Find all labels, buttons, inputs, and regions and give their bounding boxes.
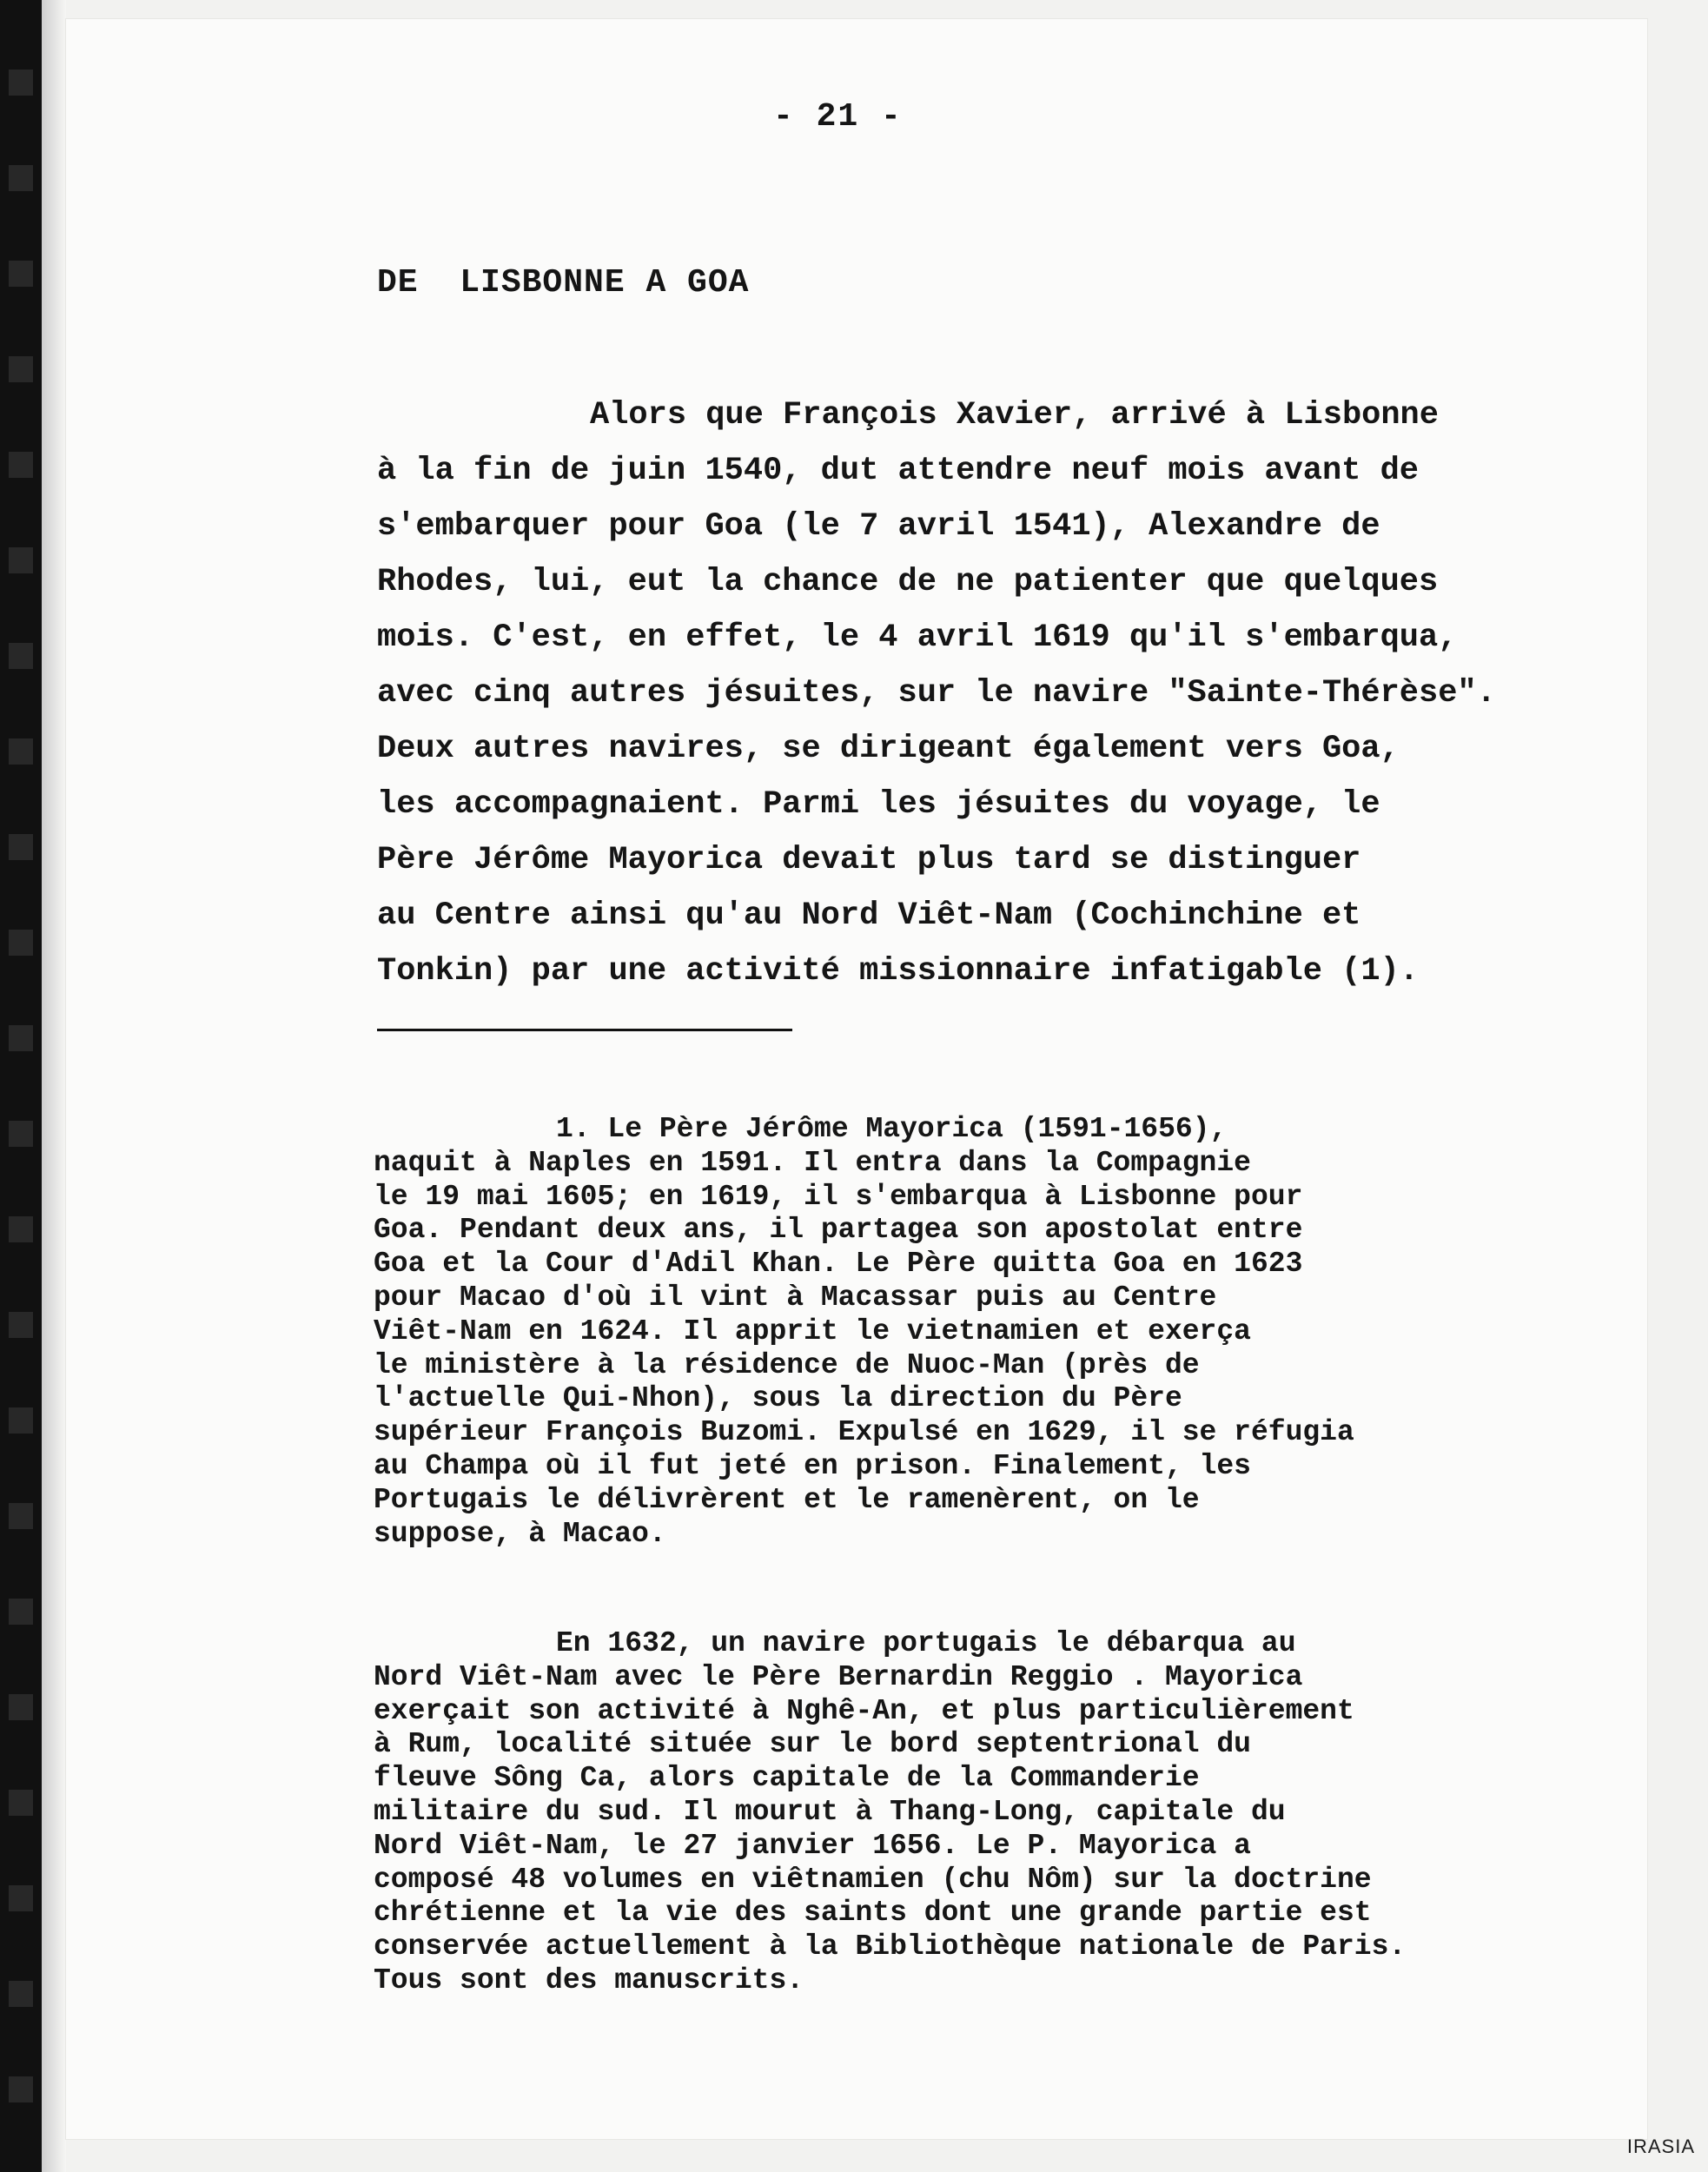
main-line: Père Jérôme Mayorica devait plus tard se distinguer [377,842,1361,878]
footnote-line: Portugais le délivrèrent et le ramenèrent, on le [374,1483,1200,1516]
main-line: Deux autres navires, se dirigeant également vers Goa, [377,731,1400,767]
footnote-line: le ministère à la résidence de Nuoc-Man (près de [374,1348,1200,1381]
page-number: - 21 - [773,98,903,136]
footnote-line: pour Macao d'où il vint à Macassar puis au Centre [374,1281,1217,1314]
footnote-divider [377,1029,792,1031]
footnote-line: exerçait son activité à Nghê-An, et plus particulièrement [374,1694,1354,1727]
page-edge-shadow [42,0,66,2172]
binding-strip [0,0,42,2172]
footnote-line: l'actuelle Qui-Nhon), sous la direction du Père [374,1382,1182,1415]
footnote-line: supérieur François Buzomi. Expulsé en 1629, il se réfugia [374,1416,1354,1449]
footnote-1 [374,1115,1354,1553]
binding-holes [9,0,33,2172]
footnote-line: le 19 mai 1605; en 1619, il s'embarqua à Lisbonne pour [374,1180,1303,1213]
main-paragraph [377,397,1496,1011]
footnote-line: Viêt-Nam en 1624. Il apprit le vietnamien et exerça [374,1314,1251,1348]
section-title: DE LISBONNE A GOA [377,264,750,301]
footnote-line: au Champa où il fut jeté en prison. Finalement, les [374,1449,1251,1482]
main-line: les accompagnaient. Parmi les jésuites du voyage, le [377,786,1380,823]
footnote-line: suppose, à Macao. [374,1517,666,1550]
main-line: s'embarquer pour Goa (le 7 avril 1541), Alexandre de [377,508,1380,545]
footnote-line: Nord Viêt-Nam, le 27 janvier 1656. Le P. Mayorica a [374,1829,1251,1862]
footnote-line: naquit à Naples en 1591. Il entra dans la Compagnie [374,1146,1251,1179]
main-line: avec cinq autres jésuites, sur le navire "Sainte-Thérèse". [377,675,1496,712]
footnote-line: 1. Le Père Jérôme Mayorica (1591-1656), [556,1113,1228,1145]
footnote-line: chrétienne et la vie des saints dont une grande partie est [374,1897,1372,1930]
footnote-line: Goa et la Cour d'Adil Khan. Le Père quitta Goa en 1623 [374,1248,1303,1281]
main-line: à la fin de juin 1540, dut attendre neuf mois avant de [377,453,1419,489]
footnote-line: à Rum, localité située sur le bord septentrional du [374,1728,1251,1761]
footnote-line: Goa. Pendant deux ans, il partagea son apostolat entre [374,1214,1303,1247]
footnote-line: composé 48 volumes en viêtnamien (chu Nôm) sur la doctrine [374,1863,1372,1896]
main-line: mois. C'est, en effet, le 4 avril 1619 qu'il s'embarqua, [377,619,1458,656]
main-line: Tonkin) par une activité missionnaire infatigable (1). [377,953,1419,990]
footnote-line: Tous sont des manuscrits. [374,1963,804,1997]
footnote-line: Nord Viêt-Nam avec le Père Bernardin Reggio . Mayorica [374,1660,1303,1693]
footnote-line: fleuve Sông Ca, alors capitale de la Commanderie [374,1762,1200,1795]
footnote-line: En 1632, un navire portugais le débarqua au [556,1627,1296,1659]
watermark: IRASIA [1626,2136,1695,2157]
main-line: Alors que François Xavier, arrivé à Lisbonne [590,397,1439,434]
footnote-2 [374,1629,1406,2000]
main-line: Rhodes, lui, eut la chance de ne patienter que quelques [377,564,1439,600]
footnote-line: conservée actuellement à la Bibliothèque nationale de Paris. [374,1930,1407,1963]
footnote-line: militaire du sud. Il mourut à Thang-Long, capitale du [374,1795,1286,1828]
main-line: au Centre ainsi qu'au Nord Viêt-Nam (Cochinchine et [377,897,1361,934]
